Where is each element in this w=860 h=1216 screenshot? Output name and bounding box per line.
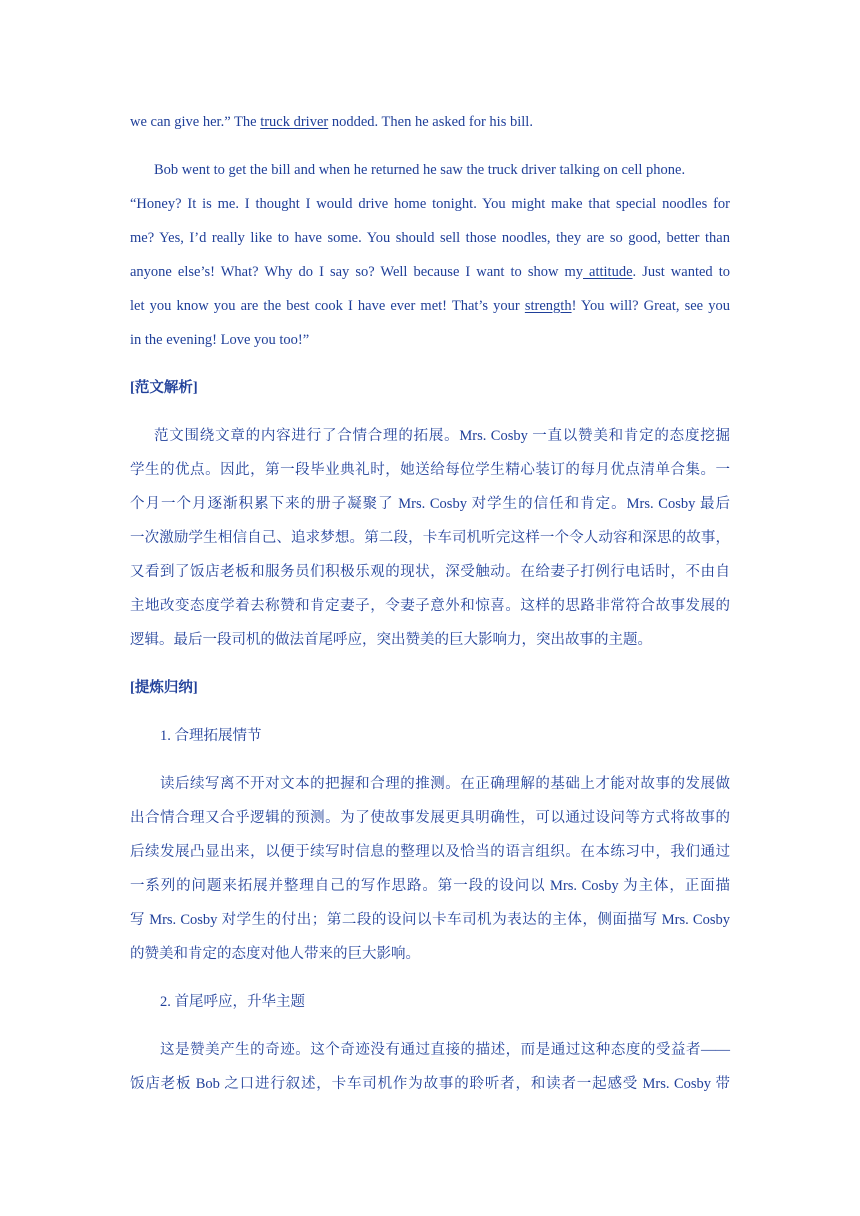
summary-line: 读后续写离不开对文本的把握和合理的推测。在正确理解的基础上才能对故事的发展做 [160,776,730,792]
summary-line: 饭店老板 Bob 之口进行叙述，卡车司机作为故事的聆听者，和读者一起感受 Mrs. Cosby 带 [130,1076,730,1092]
story-line: Bob went to get the bill and when he returned he saw the truck driver talking on cell phone. [154,162,686,178]
analysis-line: 一次激励学生相信自己、追求梦想。第二段，卡车司机听完这样一个令人动容和深思的故事， [130,530,730,546]
text-run: nodded. Then he asked for his bill. [328,114,533,130]
text-run: ! You will? Great, see you [571,298,730,314]
summary-line: 写 Mrs. Cosby 对学生的付出；第二段的设问以卡车司机为表达的主体，侧面描写 Mrs. Cosby [130,912,730,928]
story-line [130,296,730,316]
underlined-phrase: strength [524,298,572,314]
section-heading: [范文解析] [130,380,198,396]
story-line: me? Yes, I’d really like to have some. You should sell those noodles, they are so good, better than [130,230,730,246]
analysis-line: 个月一个月逐渐积累下来的册子凝聚了 Mrs. Cosby 对学生的信任和肯定。Mrs. Cosby 最后 [130,496,730,512]
story-line [130,262,730,282]
story-line [130,112,730,132]
analysis-line: 范文围绕文章的内容进行了合情合理的拓展。Mrs. Cosby 一直以赞美和肯定的态度挖掘 [154,428,730,444]
analysis-line: 学生的优点。因此，第一段毕业典礼时，她送给每位学生精心装订的每月优点清单合集。一 [130,462,730,478]
analysis-line: 主地改变态度学着去称赞和肯定妻子，令妻子意外和惊喜。这样的思路非常符合故事发展的 [130,598,730,614]
summary-line: 后续发展凸显出来，以便于续写时信息的整理以及恰当的语言组织。在本练习中，我们通过 [130,844,730,860]
text-run: let you know you are the best cook I have ever met! That’s your [130,298,525,314]
text-run: anyone else’s! What? Why do I say so? Well because I want to show my [130,264,583,280]
summary-line: 的赞美和肯定的态度对他人带来的巨大影响。 [130,946,420,962]
analysis-line: 逻辑。最后一段司机的做法首尾呼应，突出赞美的巨大影响力，突出故事的主题。 [130,632,652,648]
summary-line: 出合情合理又合乎逻辑的预测。为了使故事发展更具明确性，可以通过设问等方式将故事的 [130,810,730,826]
underlined-phrase: truck driver [260,114,329,130]
story-line: in the evening! Love you too!” [130,332,310,348]
text-run: . Just wanted to [632,264,730,280]
summary-line: 一系列的问题来拓展并整理自己的写作思路。第一段的设问以 Mrs. Cosby 为主体，正面描 [130,878,730,894]
point-title: 2. 首尾呼应，升华主题 [160,994,305,1010]
point-title: 1. 合理拓展情节 [160,728,262,744]
text-run: we can give her.” The [130,114,261,130]
section-heading: [提炼归纳] [130,680,198,696]
summary-line: 这是赞美产生的奇迹。这个奇迹没有通过直接的描述，而是通过这种态度的受益者—— [160,1042,730,1058]
underlined-phrase: attitude [583,264,633,280]
story-line: “Honey? It is me. I thought I would drive home tonight. You might make that special noodles for [130,196,730,212]
analysis-line: 又看到了饭店老板和服务员们积极乐观的现状，深受触动。在给妻子打例行电话时，不由自 [130,564,730,580]
